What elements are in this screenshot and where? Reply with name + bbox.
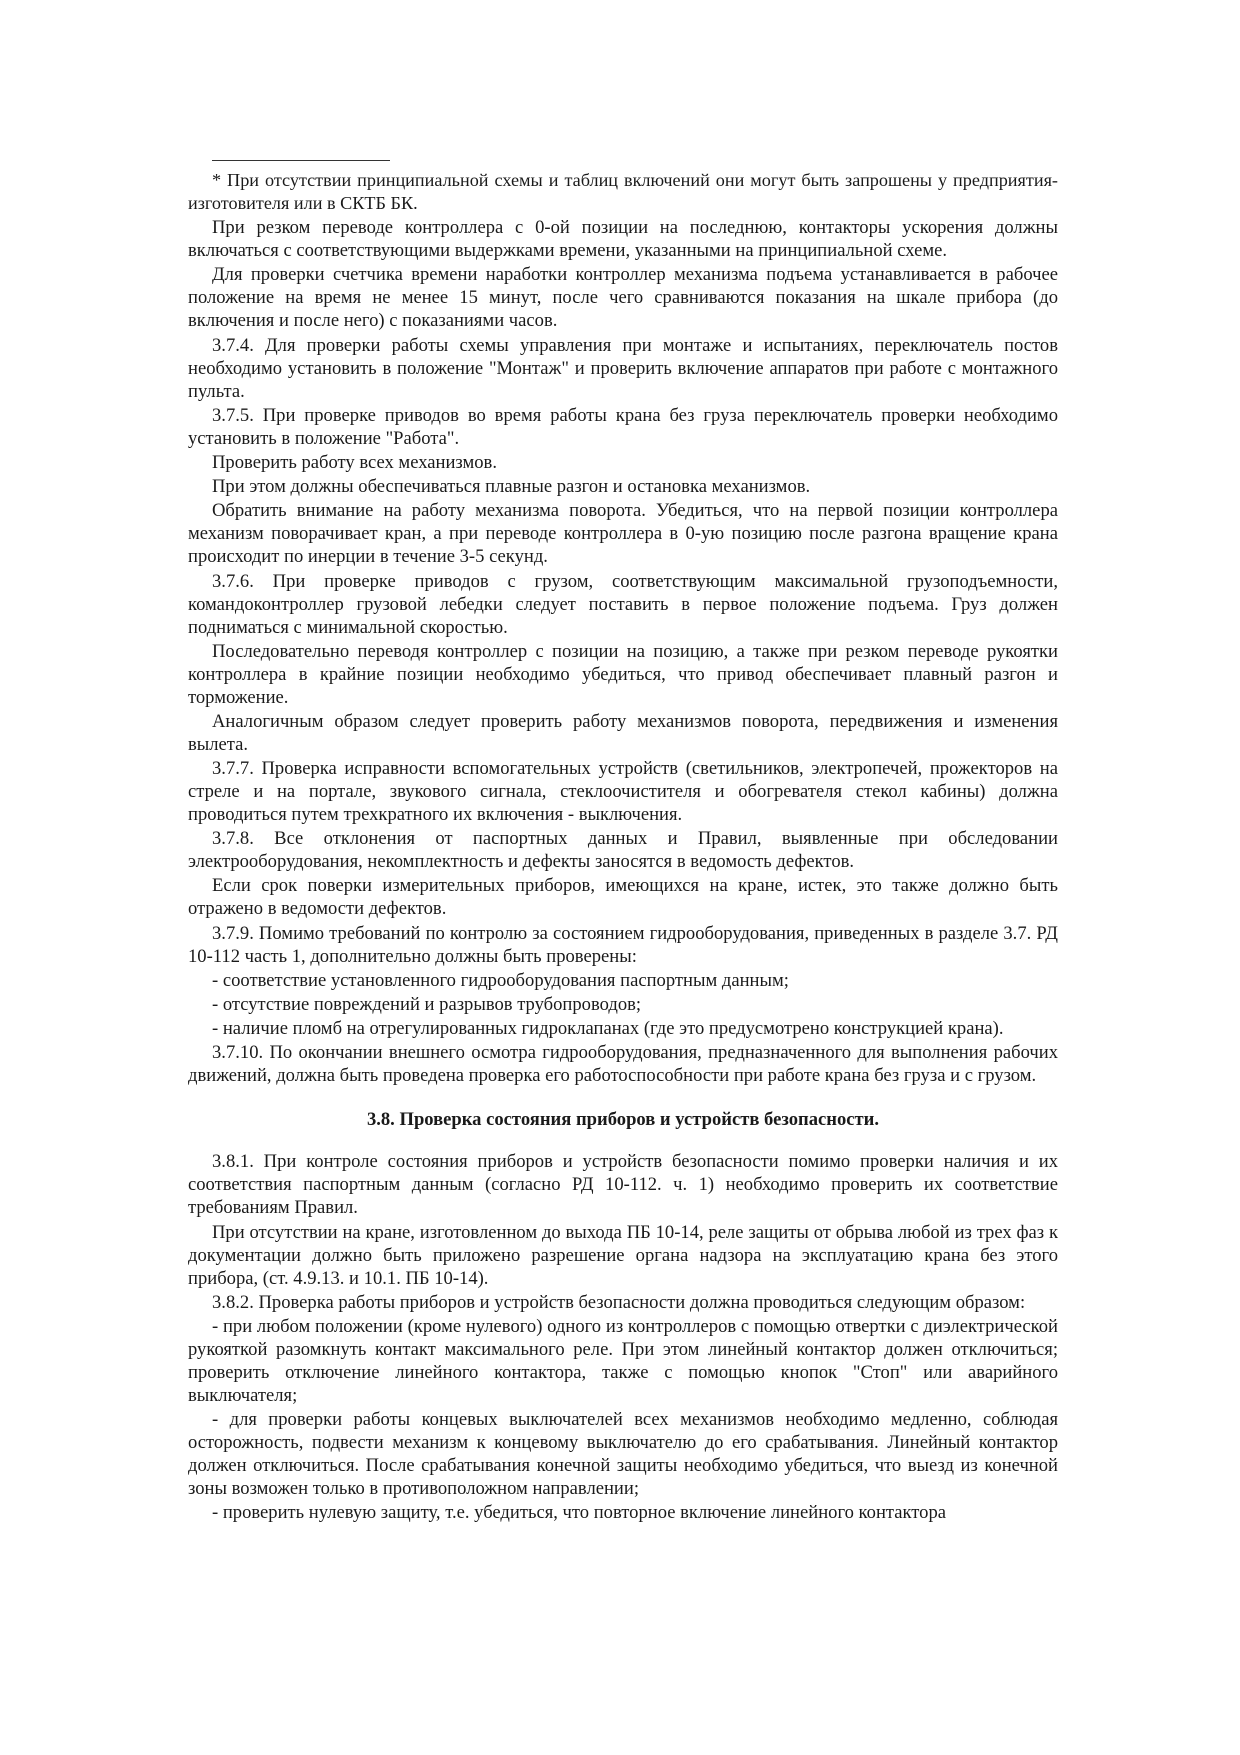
paragraph: 3.7.9. Помимо требований по контролю за состоянием гидрооборудования, приведенных в разделе 3.7. РД 10-112 часть 1, дополнительно должны быть проверены: (188, 922, 1058, 967)
paragraph: Аналогичным образом следует проверить работу механизмов поворота, передвижения и изменения вылета. (188, 710, 1058, 755)
list-item: - наличие пломб на отрегулированных гидроклапанах (где это предусмотрено конструкцией крана). (212, 1018, 1004, 1040)
paragraph: 3.7.5. При проверке приводов во время работы крана без груза переключатель проверки необходимо установить в положение "Работа". (188, 404, 1058, 449)
section-heading: 3.8. Проверка состояния приборов и устройств безопасности. (366, 1109, 880, 1131)
paragraph: При отсутствии на кране, изготовленном до выхода ПБ 10-14, реле защиты от обрыва любой из трех фаз к документации должно быть приложено разрешение органа надзора на эксплуатацию крана без этого прибора, (ст. 4.9.13. и 10.1. ПБ 10-14). (188, 1221, 1058, 1289)
paragraph: 3.7.7. Проверка исправности вспомогательных устройств (светильников, электропечей, прожекторов на стреле и на портале, звукового сигнала, стеклоочистителя и обогревателя стекол кабины) должна проводиться путем трехкратного их включения - выключения. (188, 758, 1058, 826)
list-item: - при любом положении (кроме нулевого) одного из контроллеров с помощью отвертки с диэлектрической рукояткой разомкнуть контакт максимального реле. При этом линейный контактор должен отключиться; проверить отключение линейного контактора, также с помощью кнопок "Стоп" или аварийного выключателя; (188, 1315, 1058, 1406)
paragraph: 3.7.6. При проверке приводов с грузом, соответствующим максимальной грузоподъемности, командоконтроллер грузовой лебедки следует поставить в первое положение подъема. Груз должен подниматься с минимальной скоростью. (188, 570, 1058, 638)
list-item: - проверить нулевую защиту, т.е. убедиться, что повторное включение линейного контактора (212, 1502, 947, 1524)
paragraph: Если срок поверки измерительных приборов, имеющихся на кране, истек, это также должно быть отражено в ведомости дефектов. (188, 875, 1058, 920)
paragraph: 3.7.8. Все отклонения от паспортных данных и Правил, выявленные при обследовании электрооборудования, некомплектность и дефекты заносятся в ведомость дефектов. (188, 828, 1058, 873)
paragraph: 3.7.4. Для проверки работы схемы управления при монтаже и испытаниях, переключатель постов необходимо установить в положение "Монтаж" и проверить включение аппаратов при работе с монтажного пульта. (188, 334, 1058, 402)
paragraph: Для проверки счетчика времени наработки контроллер механизма подъема устанавливается в рабочее положение на время не менее 15 минут, после чего сравниваются показания на шкале прибора (до включения и после него) с показаниями часов. (188, 264, 1058, 332)
paragraph: Обратить внимание на работу механизма поворота. Убедиться, что на первой позиции контроллера механизм поворачивает кран, а при переводе контроллера в 0-ую позицию после разгона вращение крана происходит по инерции в течение 3-5 секунд. (188, 500, 1058, 568)
footnote-separator (212, 160, 390, 161)
paragraph: 3.8.1. При контроле состояния приборов и устройств безопасности помимо проверки наличия и их соответствия паспортным данным (согласно РД 10-112. ч. 1) необходимо проверить их соответствие требованиям Правил. (188, 1151, 1058, 1219)
paragraph: При этом должны обеспечиваться плавные разгон и остановка механизмов. (212, 476, 811, 498)
list-item: - для проверки работы концевых выключателей всех механизмов необходимо медленно, соблюдая осторожность, подвести механизм к концевому выключателю до его срабатывания. Линейный контактор должен отключиться. После срабатывания конечной защиты необходимо убедиться, что выезд из конечной зоны возможен только в противоположном направлении; (188, 1409, 1058, 1500)
section-3-8-text (188, 1150, 1058, 1524)
paragraph: При резком переводе контроллера с 0-ой позиции на последнюю, контакторы ускорения должны включаться с соответствующими выдержками времени, указанными на принципиальной схеме. (188, 217, 1058, 262)
document-page (188, 160, 1058, 1526)
paragraph: Проверить работу всех механизмов. (212, 451, 497, 473)
paragraph: 3.8.2. Проверка работы приборов и устройств безопасности должна проводиться следующим образом: (212, 1291, 1026, 1313)
list-item: - соответствие установленного гидрооборудования паспортным данным; (212, 969, 789, 991)
paragraph: Последовательно переводя контроллер с позиции на позицию, а также при резком переводе рукоятки контроллера в крайние позиции необходимо убедиться, что привод обеспечивает плавный разгон и торможение. (188, 640, 1058, 708)
footnote: * При отсутствии принципиальной схемы и таблиц включений они могут быть запрошены у предприятия-изготовителя или в СКТБ БК. (188, 170, 1058, 213)
section-3-7-text (188, 216, 1058, 1087)
list-item: - отсутствие повреждений и разрывов трубопроводов; (212, 994, 642, 1015)
paragraph: 3.7.10. По окончании внешнего осмотра гидрооборудования, предназначенного для выполнения рабочих движений, должна быть проведена проверка его работоспособности при работе крана без груза и с грузом. (188, 1042, 1058, 1087)
